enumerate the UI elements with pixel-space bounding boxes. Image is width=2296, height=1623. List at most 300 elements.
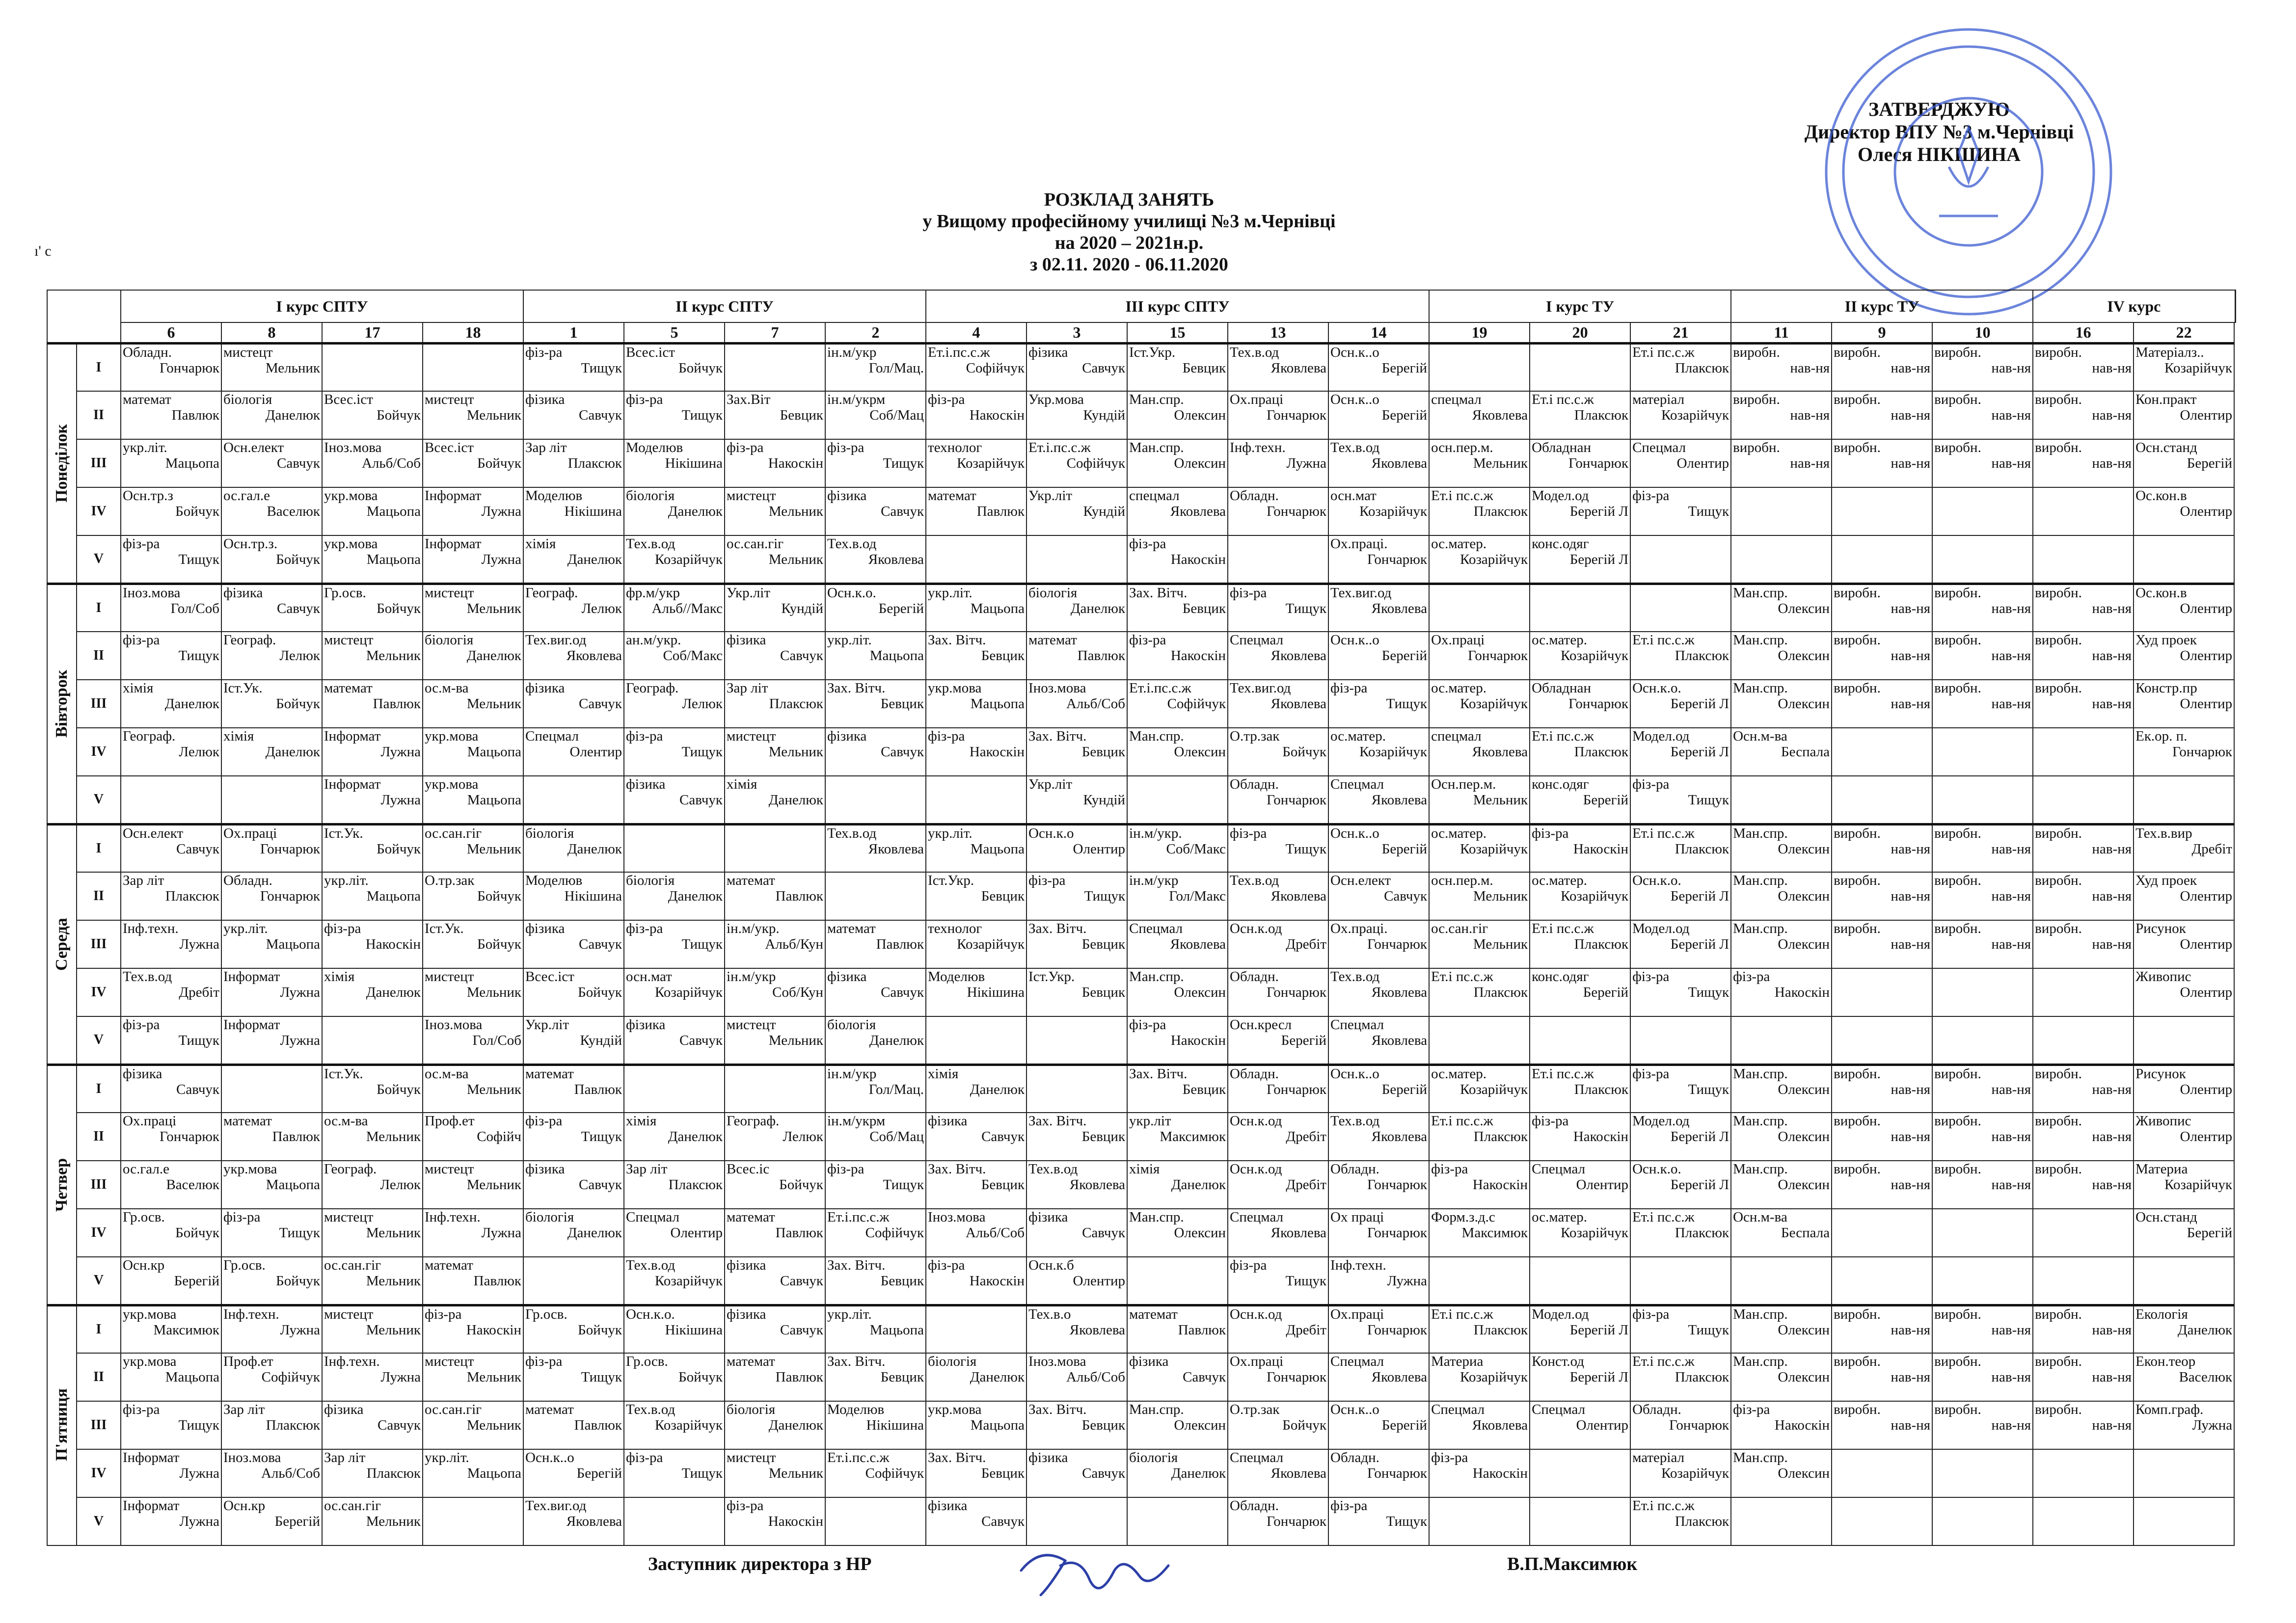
lesson-subject: Іст.Ук.	[425, 921, 464, 936]
pair-number: V	[77, 1497, 121, 1545]
lesson-teacher: Тищук	[178, 1033, 219, 1048]
lesson-teacher: нав-ня	[1891, 455, 1931, 471]
lesson-subject: Тех.виг.од	[1230, 680, 1291, 696]
lesson-teacher: Плаксюк	[1675, 1369, 1729, 1385]
lesson-teacher: Плаксюк	[1574, 407, 1629, 423]
lesson-teacher: Козарійчук	[1561, 1225, 1629, 1241]
lesson-subject: ін.м/укр.	[727, 921, 780, 936]
lesson-cell	[1429, 584, 1530, 632]
lesson-teacher: Данелюк	[265, 744, 320, 760]
lesson-subject: Інформат	[324, 728, 381, 744]
lesson-teacher: Альб/Кун	[765, 936, 824, 952]
lesson-subject: Ман.спр.	[1733, 1450, 1788, 1465]
lesson-teacher: Савчук	[176, 1081, 219, 1097]
lesson-teacher: Олексин	[1778, 888, 1830, 904]
lesson-cell	[2033, 920, 2134, 968]
lesson-cell	[926, 1113, 1026, 1161]
lesson-subject: фіз-ра	[1532, 825, 1569, 841]
lesson-teacher: Бойчук	[175, 504, 219, 519]
lesson-subject: Осн.м-ва	[1733, 728, 1787, 744]
lesson-teacher: Олексин	[1778, 1465, 1830, 1481]
lesson-subject: Екон.теор	[2135, 1354, 2196, 1369]
lesson-cell	[322, 1401, 423, 1449]
lesson-teacher: Савчук	[579, 936, 622, 952]
group-number: 3	[1026, 322, 1127, 343]
lesson-subject: Тех.виг.од	[1330, 585, 1392, 601]
lesson-teacher: Мельник	[366, 1273, 421, 1289]
lesson-cell	[322, 391, 423, 439]
lesson-teacher: Бойчук	[678, 360, 723, 376]
lesson-cell	[121, 920, 221, 968]
lesson-cell	[1731, 1353, 1832, 1401]
lesson-cell	[1328, 1449, 1429, 1497]
lesson-teacher: Берегій	[1381, 648, 1428, 664]
lesson-subject: Зах. Вітч.	[1129, 1065, 1188, 1082]
lesson-subject: укр.літ.	[928, 585, 972, 601]
lesson-cell	[1429, 680, 1530, 728]
lesson-cell	[825, 1353, 926, 1401]
lesson-cell	[2033, 872, 2134, 920]
lesson-teacher: Бевцик	[981, 1465, 1025, 1481]
lesson-cell	[1530, 872, 1630, 920]
lesson-subject: укр.літ.	[827, 1306, 872, 1322]
lesson-subject: фізика	[626, 1017, 666, 1033]
lesson-subject: Ет.і пс.с.ж	[1632, 344, 1695, 360]
lesson-teacher: нав-ня	[1891, 841, 1931, 857]
lesson-subject: мистецт	[727, 1450, 776, 1465]
lesson-cell	[2033, 1161, 2134, 1209]
lesson-cell	[523, 728, 624, 776]
lesson-subject: Кон.практ	[2135, 392, 2197, 407]
lesson-cell	[1731, 920, 1832, 968]
lesson-subject: Тех.в.од	[1330, 969, 1380, 984]
lesson-teacher: Савчук	[277, 455, 320, 471]
lesson-cell	[1832, 1353, 1932, 1401]
lesson-teacher: нав-ня	[2092, 1417, 2132, 1433]
lesson-subject: Ет.і.пс.с.ж	[928, 344, 990, 360]
lesson-cell	[121, 1353, 221, 1401]
lesson-cell	[423, 487, 523, 535]
lesson-subject: Іноз.мова	[223, 1450, 281, 1465]
lesson-cell	[2134, 535, 2234, 584]
lesson-subject: фіз-ра	[1733, 969, 1770, 984]
lesson-teacher: нав-ня	[1891, 648, 1931, 664]
lesson-subject: мистецт	[425, 392, 474, 407]
lesson-subject: О.тр.зак	[1230, 728, 1280, 744]
lesson-cell	[624, 1401, 725, 1449]
lesson-teacher: Плаксюк	[668, 1177, 723, 1193]
lesson-subject: Інформат	[123, 1498, 180, 1514]
lesson-teacher: Соб/Мац	[869, 1129, 924, 1144]
lesson-teacher: Лелюк	[581, 600, 622, 616]
group-number: 15	[1127, 322, 1228, 343]
lesson-subject: Інформат	[425, 536, 482, 552]
lesson-teacher: нав-ня	[2092, 1322, 2132, 1338]
lesson-teacher: Олентир	[569, 744, 622, 760]
lesson-cell	[624, 1449, 725, 1497]
lesson-teacher: Софійчук	[865, 1465, 924, 1481]
lesson-subject: Зах. Вітч.	[1028, 1113, 1087, 1129]
lesson-teacher: Яковлева	[1270, 1465, 1327, 1481]
lesson-cell	[121, 824, 221, 872]
lesson-cell	[423, 1353, 523, 1401]
lesson-cell	[121, 1161, 221, 1209]
lesson-cell	[1932, 439, 2033, 487]
lesson-cell	[624, 1305, 725, 1353]
lesson-cell	[1228, 1209, 1328, 1257]
lesson-subject: конс.одяг	[1532, 969, 1589, 984]
lesson-cell	[825, 535, 926, 584]
lesson-teacher: Бойчук	[477, 936, 522, 952]
lesson-cell	[523, 391, 624, 439]
lesson-cell	[2134, 1016, 2234, 1064]
lesson-subject: виробн.	[1934, 825, 1981, 841]
lesson-teacher: Олентир	[2180, 984, 2233, 1000]
group-number: 2	[825, 322, 926, 343]
lesson-cell	[1429, 1113, 1530, 1161]
lesson-teacher: Гончарюк	[1568, 455, 1629, 471]
group-number: 6	[121, 322, 221, 343]
lesson-subject: Ман.спр.	[1733, 1306, 1788, 1322]
lesson-teacher: Тищук	[1285, 841, 1327, 857]
lesson-teacher: Берегій Л	[1670, 936, 1729, 952]
lesson-cell	[1630, 1401, 1731, 1449]
lesson-teacher: Бевцик	[1182, 1081, 1226, 1097]
pair-number: ІІ	[77, 632, 121, 680]
lesson-cell	[1932, 1401, 2033, 1449]
lesson-subject: укр.літ.	[223, 921, 268, 936]
lesson-cell	[825, 1305, 926, 1353]
lesson-teacher: Берегій	[1381, 1081, 1428, 1097]
lesson-cell	[1630, 872, 1731, 920]
lesson-teacher: Олентир	[2180, 936, 2233, 952]
lesson-cell	[322, 1449, 423, 1497]
lesson-subject: Спецмал	[1330, 776, 1384, 792]
lesson-teacher: Яковлева	[1170, 504, 1226, 519]
lesson-cell	[2134, 968, 2234, 1016]
lesson-cell	[1530, 728, 1630, 776]
lesson-subject: біологія	[928, 1354, 977, 1369]
lesson-teacher: Накоскін	[1170, 552, 1226, 567]
lesson-teacher: Олентир	[2180, 407, 2233, 423]
lesson-teacher: Берегій Л	[1670, 696, 1729, 712]
lesson-cell	[926, 439, 1026, 487]
lesson-cell	[1932, 1257, 2033, 1305]
lesson-cell	[523, 776, 624, 824]
lesson-cell	[1429, 920, 1530, 968]
lesson-cell	[121, 343, 221, 391]
lesson-cell	[624, 776, 725, 824]
lesson-cell	[221, 1305, 322, 1353]
lesson-subject: математ	[123, 392, 171, 407]
lesson-subject: Ет.і пс.с.ж	[1532, 728, 1594, 744]
lesson-subject: біологія	[1028, 585, 1078, 601]
lesson-cell	[725, 776, 825, 824]
lesson-teacher: Лужна	[380, 792, 421, 808]
lesson-teacher: Олексин	[1778, 600, 1830, 616]
lesson-subject: Ман.спр.	[1733, 632, 1788, 648]
lesson-cell	[825, 584, 926, 632]
lesson-teacher: Гончарюк	[1669, 1417, 1729, 1433]
lesson-teacher: Тищук	[681, 1465, 723, 1481]
lesson-teacher: Мельник	[1473, 792, 1528, 808]
lesson-subject: спецмал	[1431, 728, 1482, 744]
lesson-teacher: Тищук	[1688, 792, 1729, 808]
lesson-subject: фізика	[827, 969, 867, 984]
lesson-cell	[624, 1257, 725, 1305]
lesson-cell	[1127, 1161, 1228, 1209]
lesson-subject: виробн.	[2035, 1402, 2082, 1417]
official-stamp-icon	[1816, 20, 2121, 324]
lesson-teacher: нав-ня	[2092, 696, 2132, 712]
lesson-teacher: Берегій Л	[1569, 504, 1629, 519]
lesson-cell	[221, 584, 322, 632]
lesson-cell	[1429, 632, 1530, 680]
lesson-teacher: Тищук	[581, 360, 622, 376]
lesson-cell	[1026, 968, 1127, 1016]
lesson-subject: Ман.спр.	[1733, 921, 1788, 936]
lesson-cell	[725, 1401, 825, 1449]
lesson-teacher: Гончарюк	[1267, 1514, 1327, 1529]
footer-position: Заступник директора з НР	[648, 1554, 872, 1574]
lesson-cell	[1731, 680, 1832, 728]
lesson-subject: укр.мова	[928, 680, 982, 696]
lesson-cell	[1328, 1209, 1429, 1257]
lesson-cell	[1127, 776, 1228, 824]
lesson-subject: Зах. Вітч.	[928, 1450, 986, 1465]
lesson-cell	[121, 1016, 221, 1064]
lesson-cell	[1429, 728, 1530, 776]
lesson-cell	[1530, 1016, 1630, 1064]
lesson-cell	[1328, 776, 1429, 824]
lesson-teacher: Берегій	[174, 1273, 219, 1289]
lesson-cell	[1228, 1257, 1328, 1305]
lesson-subject: фіз-ра	[626, 921, 663, 936]
lesson-cell	[1328, 728, 1429, 776]
lesson-teacher: Яковлева	[1371, 455, 1428, 471]
lesson-teacher: Яковлева	[1170, 936, 1226, 952]
lesson-teacher: Кундій	[580, 1033, 622, 1048]
lesson-cell	[1932, 391, 2033, 439]
lesson-teacher: Бевцик	[1081, 984, 1126, 1000]
lesson-teacher: Плаксюк	[1473, 504, 1528, 519]
lesson-subject: мистецт	[727, 1017, 776, 1033]
lesson-teacher: нав-ня	[2092, 407, 2132, 423]
lesson-subject: Іст.Укр.	[928, 873, 974, 888]
lesson-subject: Іноз.мова	[324, 440, 382, 455]
lesson-teacher: нав-ня	[2092, 600, 2132, 616]
lesson-subject: ос.гал.е	[223, 488, 270, 504]
lesson-cell	[1127, 1497, 1228, 1545]
lesson-subject: фіз-ра	[123, 632, 160, 648]
lesson-teacher: Олентир	[2180, 648, 2233, 664]
group-number: 7	[725, 322, 825, 343]
lesson-subject: ін.м/укр	[827, 344, 877, 360]
lesson-cell	[1731, 1257, 1832, 1305]
group-number: 22	[2134, 322, 2234, 343]
lesson-teacher: Олентир	[1676, 455, 1729, 471]
lesson-subject: фіз-ра	[1632, 1065, 1670, 1082]
lesson-cell	[1530, 1497, 1630, 1545]
lesson-cell	[423, 1064, 523, 1113]
lesson-teacher: Софійчук	[1066, 455, 1126, 471]
group-number: 11	[1731, 322, 1832, 343]
approval-name: Олеся НІКШИНА	[1858, 143, 2021, 165]
lesson-cell	[1328, 968, 1429, 1016]
lesson-cell	[221, 535, 322, 584]
lesson-teacher: Бевцик	[1081, 1417, 1126, 1433]
lesson-cell	[624, 391, 725, 439]
lesson-subject: Осн.к..о	[1330, 344, 1379, 360]
lesson-cell	[1630, 680, 1731, 728]
lesson-teacher: Гончарюк	[1267, 792, 1327, 808]
lesson-teacher: Савчук	[579, 696, 622, 712]
lesson-subject: виробн.	[1834, 1354, 1881, 1369]
lesson-cell	[322, 1209, 423, 1257]
lesson-cell	[725, 728, 825, 776]
lesson-cell	[2134, 1401, 2234, 1449]
lesson-cell	[1026, 1497, 1127, 1545]
lesson-subject: Модел.од	[1632, 921, 1690, 936]
lesson-cell	[2134, 1113, 2234, 1161]
lesson-cell	[825, 728, 926, 776]
lesson-subject: виробн.	[2035, 440, 2082, 455]
lesson-cell	[624, 535, 725, 584]
lesson-subject: Зах. Вітч.	[827, 1354, 886, 1369]
lesson-subject: ос.матер.	[1431, 680, 1486, 696]
lesson-teacher: Берегій Л	[1670, 1129, 1729, 1144]
lesson-teacher: Олексин	[1174, 1225, 1226, 1241]
lesson-cell	[1630, 584, 1731, 632]
lesson-subject: фізика	[1028, 344, 1068, 360]
lesson-cell	[1731, 1161, 1832, 1209]
margin-mark: ı' c	[34, 243, 52, 259]
lesson-teacher: Берегій	[576, 1465, 622, 1481]
lesson-subject: фіз-ра	[626, 392, 663, 407]
lesson-teacher: Бойчук	[377, 600, 421, 616]
lesson-teacher: Нікішина	[967, 984, 1025, 1000]
lesson-teacher: Плаксюк	[567, 455, 622, 471]
lesson-teacher: Павлюк	[876, 936, 924, 952]
lesson-row	[47, 1449, 2236, 1497]
lesson-teacher: Альб/Соб	[261, 1465, 320, 1481]
lesson-teacher: Бевцик	[880, 696, 924, 712]
lesson-subject: Обладн.	[1330, 1161, 1379, 1177]
lesson-cell	[221, 968, 322, 1016]
lesson-teacher: Савчук	[679, 792, 723, 808]
lesson-teacher: Олентир	[2180, 600, 2233, 616]
lesson-teacher: Тищук	[1084, 888, 1126, 904]
lesson-teacher: Мельник	[466, 1081, 522, 1097]
lesson-subject: укр.мова	[324, 488, 378, 504]
lesson-cell	[1530, 535, 1630, 584]
lesson-cell	[1228, 680, 1328, 728]
lesson-cell	[1530, 1161, 1630, 1209]
lesson-teacher: нав-ня	[2092, 455, 2132, 471]
lesson-cell	[322, 872, 423, 920]
lesson-teacher: Тищук	[581, 1129, 622, 1144]
lesson-teacher: Дребіт	[1286, 936, 1327, 952]
lesson-teacher: Тищук	[178, 552, 219, 567]
lesson-cell	[1530, 1064, 1630, 1113]
lesson-teacher: Плаксюк	[266, 1417, 320, 1433]
lesson-row	[47, 1209, 2236, 1257]
lesson-teacher: нав-ня	[1790, 360, 1830, 376]
lesson-cell	[1429, 535, 1530, 584]
lesson-teacher: Павлюк	[373, 696, 421, 712]
lesson-subject: виробн.	[1934, 873, 1981, 888]
lesson-cell	[423, 1113, 523, 1161]
lesson-subject: Всес.іст	[324, 392, 373, 407]
lesson-teacher: Павлюк	[574, 1417, 622, 1433]
lesson-subject: Обладнан	[1532, 680, 1592, 696]
lesson-cell	[2033, 1305, 2134, 1353]
lesson-teacher: Мацьопа	[266, 936, 320, 952]
lesson-subject: ін.м/укр	[1129, 873, 1179, 888]
lesson-cell	[1630, 1497, 1731, 1545]
lesson-cell	[523, 1257, 624, 1305]
lesson-cell	[1228, 1161, 1328, 1209]
lesson-cell	[1731, 824, 1832, 872]
lesson-row	[47, 584, 2236, 632]
lesson-cell	[1026, 632, 1127, 680]
lesson-subject: біологія	[626, 488, 675, 504]
lesson-teacher: Соб/Макс	[663, 648, 723, 664]
lesson-subject: Спецмал	[1532, 1161, 1586, 1177]
lesson-subject: біологія	[223, 392, 272, 407]
lesson-subject: Спецмал	[1632, 440, 1686, 455]
lesson-cell	[2033, 487, 2134, 535]
lesson-teacher: Берегій	[1381, 1417, 1428, 1433]
lesson-teacher: Данелюк	[466, 648, 522, 664]
lesson-teacher: Бойчук	[377, 1081, 421, 1097]
lesson-cell	[523, 680, 624, 728]
lesson-cell	[423, 632, 523, 680]
lesson-cell	[725, 391, 825, 439]
lesson-cell	[2134, 391, 2234, 439]
lesson-cell	[624, 343, 725, 391]
lesson-subject: Осн.к.од	[1230, 1306, 1282, 1322]
lesson-subject: виробн.	[1834, 825, 1881, 841]
title-main: РОЗКЛАД ЗАНЯТЬ	[1044, 189, 1215, 210]
lesson-subject: фіз-ра	[223, 1209, 261, 1225]
lesson-subject: Зах. Вітч.	[1129, 585, 1188, 601]
lesson-teacher: Данелюк	[768, 792, 824, 808]
lesson-cell	[1731, 439, 1832, 487]
lesson-subject: фізика	[1028, 1450, 1068, 1465]
lesson-teacher: Козарійчук	[1460, 1081, 1528, 1097]
lesson-cell	[121, 872, 221, 920]
pair-number: ІІІ	[77, 1401, 121, 1449]
lesson-subject: укр.мова	[425, 728, 479, 744]
lesson-cell	[523, 968, 624, 1016]
lesson-cell	[825, 1497, 926, 1545]
lesson-subject: ос.сан.гіг	[727, 536, 784, 552]
lesson-teacher: Гончарюк	[1267, 504, 1327, 519]
lesson-teacher: Кундій	[781, 600, 824, 616]
lesson-teacher: Яковлева	[1270, 360, 1327, 376]
lesson-cell	[1832, 920, 1932, 968]
lesson-subject: Осн.к..о	[1330, 1402, 1379, 1417]
day-label: Четвер	[47, 1064, 77, 1305]
lesson-cell	[423, 728, 523, 776]
lesson-cell	[423, 1401, 523, 1449]
lesson-subject: Матеріалз..	[2135, 344, 2204, 360]
pair-number: І	[77, 824, 121, 872]
lesson-cell	[1228, 728, 1328, 776]
lesson-subject: виробн.	[2035, 585, 2082, 601]
lesson-teacher: Накоскін	[1774, 1417, 1830, 1433]
